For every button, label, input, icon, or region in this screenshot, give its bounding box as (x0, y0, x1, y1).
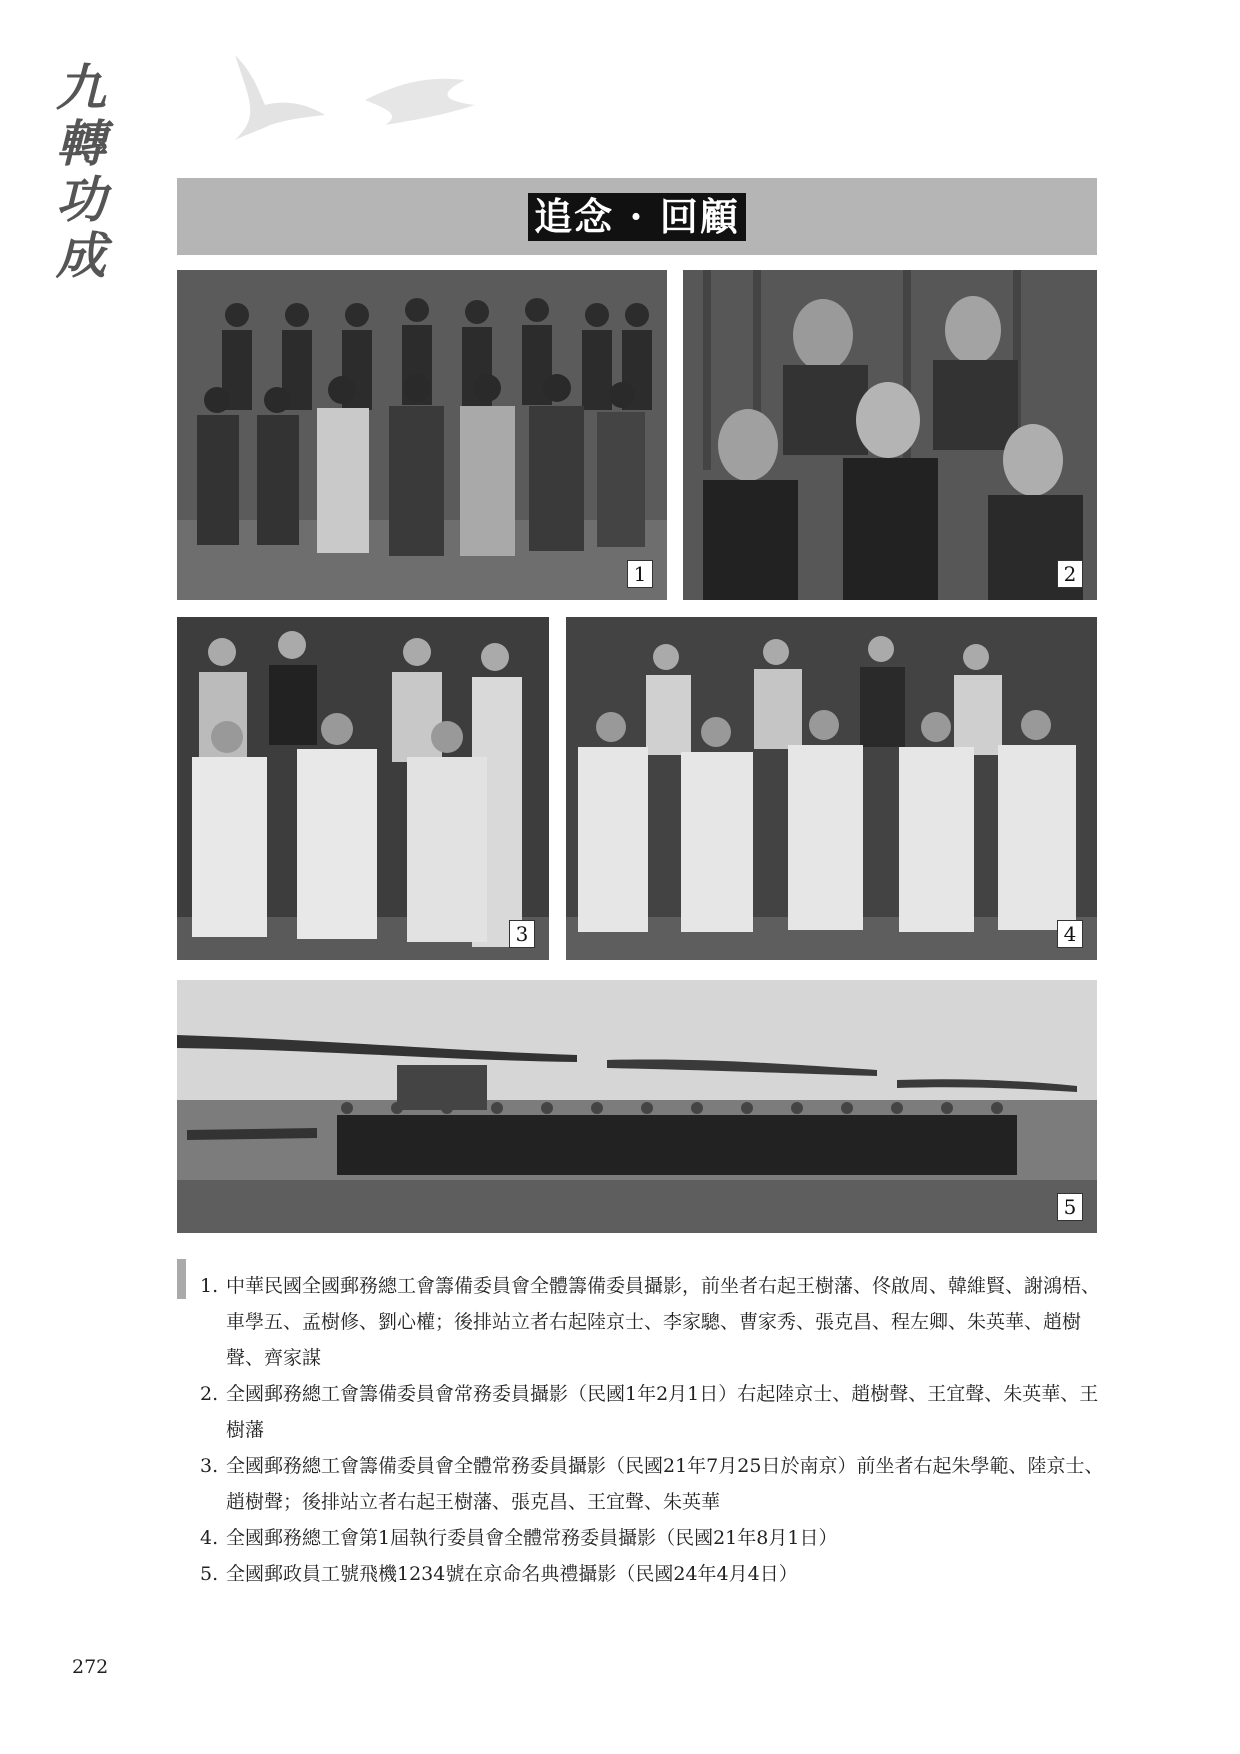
caption-number: 1. (200, 1275, 219, 1297)
photo-4 (566, 617, 1097, 960)
caption-text: 全國郵務總工會籌備委員會常務委員攝影（民國1年2月1日）右起陸京士、趙樹聲、王宜聲、朱英華、王樹藩 (226, 1383, 1099, 1441)
series-logo (56, 60, 166, 310)
caption-text: 全國郵政員工號飛機1234號在京命名典禮攝影（民國24年4月4日） (226, 1563, 798, 1585)
photo-2 (683, 270, 1097, 600)
photo-number-5: 5 (1057, 1193, 1083, 1221)
caption-number: 5. (200, 1563, 219, 1585)
logo-char-1: 九 (56, 58, 106, 117)
photo-number-1: 1 (627, 560, 653, 588)
group-photo-1-image (177, 270, 667, 600)
photo-number-4: 4 (1057, 920, 1083, 948)
caption-item (200, 1448, 1105, 1520)
photo-1 (177, 270, 667, 600)
logo-char-4: 成 (56, 226, 106, 285)
group-photo-3-image (177, 617, 549, 960)
caption-marker (177, 1259, 186, 1299)
photo-captions (200, 1268, 1105, 1592)
crane-decoration-icon (215, 45, 515, 145)
section-banner (177, 178, 1097, 255)
logo-char-3: 功 (56, 170, 106, 229)
photo-number-2: 2 (1057, 560, 1083, 588)
caption-item (200, 1268, 1105, 1376)
caption-text: 全國郵務總工會第1屆執行委員會全體常務委員攝影（民國21年8月1日） (226, 1527, 838, 1549)
airplane-ceremony-photo-5-image (177, 980, 1097, 1233)
group-photo-4-image (566, 617, 1097, 960)
caption-number: 4. (200, 1527, 219, 1549)
caption-number: 3. (200, 1455, 219, 1477)
caption-item (200, 1376, 1105, 1448)
photo-3 (177, 617, 549, 960)
portrait-photo-2-image (683, 270, 1097, 600)
page-number: 272 (72, 1656, 109, 1678)
caption-text: 中華民國全國郵務總工會籌備委員會全體籌備委員攝影，前坐者右起王樹藩、佟啟周、韓維賢、謝鴻梧、車學五、孟樹修、劉心權；後排站立者右起陸京士、李家驄、曹家秀、張克昌、程左卿、朱英華、趙樹聲、齊家謀 (226, 1275, 1101, 1369)
photo-5 (177, 980, 1097, 1233)
caption-item (200, 1520, 1105, 1556)
section-title: 追念 · 回顧 (528, 193, 746, 241)
caption-number: 2. (200, 1383, 219, 1405)
photo-number-3: 3 (509, 920, 535, 948)
logo-char-2: 轉 (56, 114, 106, 173)
caption-item (200, 1556, 1105, 1592)
caption-text: 全國郵務總工會籌備委員會全體常務委員攝影（民國21年7月25日於南京）前坐者右起朱學範、陸京士、趙樹聲；後排站立者右起王樹藩、張克昌、王宜聲、朱英華 (226, 1455, 1104, 1513)
